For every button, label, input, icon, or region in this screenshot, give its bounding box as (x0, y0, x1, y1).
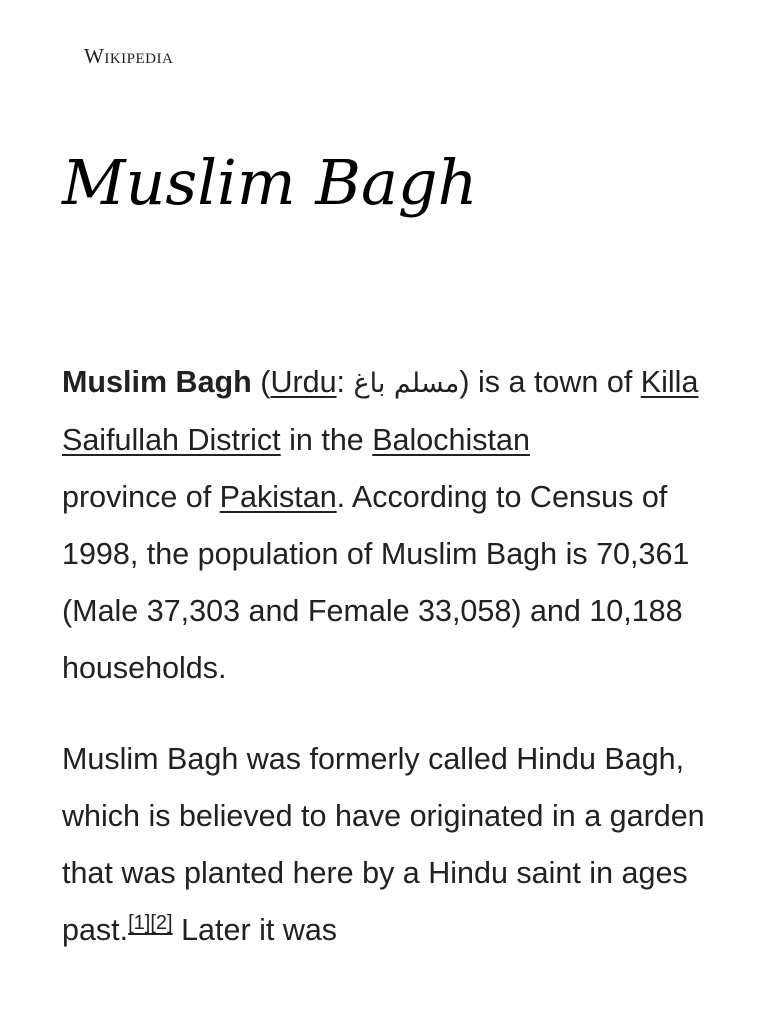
reference-1 (128, 912, 150, 934)
paragraph-intro (62, 354, 722, 697)
history-text-2: Later it was (172, 913, 338, 947)
wikipedia-wordmark[interactable] (84, 44, 173, 69)
intro-text-1: ) is a town of (459, 365, 641, 399)
reference-2 (150, 912, 172, 934)
intro-text-2: in the (280, 423, 373, 457)
history-text-1: Muslim Bagh was formerly called Hindu Bagh, which is believed to have originated in a garden that was planted here by a Hindu saint in ages past. (62, 742, 705, 947)
paren-open: ( (251, 365, 271, 399)
paragraph-history (62, 731, 722, 959)
colon: : (336, 365, 354, 399)
urdu-name: مسلم باغ (353, 368, 460, 399)
link-killa-saifullah-district[interactable]: Killa Saifullah District (62, 365, 699, 457)
reference-link-2[interactable]: [2] (150, 911, 173, 934)
article-body (62, 354, 722, 993)
link-pakistan[interactable]: Pakistan (219, 480, 337, 514)
link-balochistan[interactable]: Balochistan (372, 423, 530, 457)
page-title: Muslim Bagh (62, 146, 478, 219)
link-urdu[interactable]: Urdu (270, 365, 337, 399)
article-subject: Muslim Bagh (62, 365, 252, 399)
intro-text-4: . According to Census of 1998, the population of Muslim Bagh is 70,361 (Male 37,303 and Female 33,058) and 10,188 households. (62, 480, 690, 685)
intro-text-3: province of (62, 480, 220, 514)
reference-link-1[interactable]: [1] (128, 911, 151, 934)
wordmark-text: Wikipedia (84, 44, 174, 68)
